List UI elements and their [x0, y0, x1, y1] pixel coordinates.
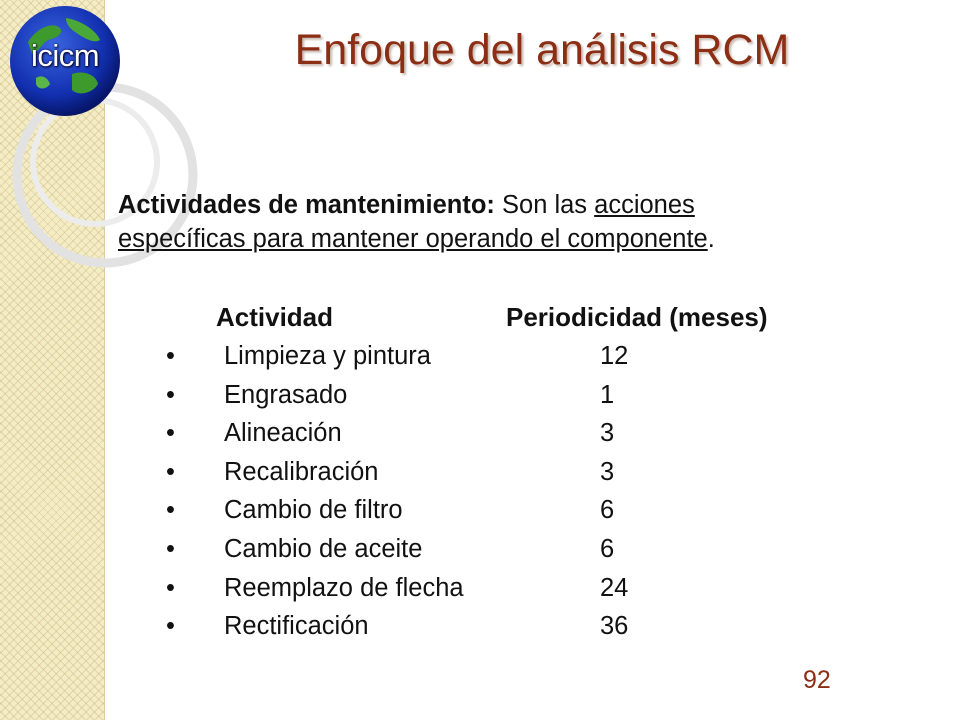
list-item — [0, 610, 900, 649]
activity-period: 24 — [600, 573, 629, 602]
list-item — [0, 533, 900, 572]
activity-period: 3 — [600, 457, 615, 486]
activity-name: Cambio de aceite — [224, 534, 423, 563]
page-number: 92 — [803, 666, 831, 694]
activity-list — [0, 340, 900, 649]
activity-period: 36 — [600, 612, 629, 641]
header-activity: Actividad — [216, 302, 334, 332]
intro-term: Actividades de mantenimiento: — [118, 191, 495, 219]
bullet: • — [166, 457, 175, 486]
intro-paragraph — [118, 188, 818, 256]
bullet: • — [166, 496, 175, 525]
activity-period: 3 — [600, 419, 615, 448]
list-item — [0, 340, 900, 379]
bullet: • — [166, 573, 175, 602]
logo-text: icicm — [30, 38, 100, 73]
list-item — [0, 417, 900, 456]
activity-name: Rectificación — [224, 612, 369, 641]
list-item — [0, 572, 900, 611]
bullet: • — [166, 419, 175, 448]
intro-post: . — [707, 225, 715, 253]
activity-name: Cambio de filtro — [224, 496, 403, 525]
header-period: Periodicidad (meses) — [506, 302, 768, 332]
list-item — [0, 494, 900, 533]
activity-name: Recalibración — [224, 457, 379, 486]
activity-period: 1 — [600, 380, 615, 409]
activity-name: Limpieza y pintura — [224, 342, 431, 370]
activity-name: Engrasado — [224, 380, 348, 409]
bullet: • — [166, 380, 175, 409]
activity-name: Reemplazo de flecha — [224, 573, 464, 602]
activity-period: 6 — [600, 496, 615, 525]
list-item — [0, 456, 900, 495]
list-item — [0, 379, 900, 418]
activity-period: 12 — [600, 342, 629, 370]
bullet: • — [166, 342, 175, 370]
bullet: • — [166, 612, 175, 641]
activity-name: Alineación — [224, 419, 342, 448]
page-title: Enfoque del análisis RCM — [294, 26, 790, 74]
intro-pre: Son las — [494, 191, 595, 219]
intro-underlined: acciones específicas para mantener operando el componente — [118, 191, 708, 253]
bullet: • — [166, 534, 175, 563]
activity-period: 6 — [600, 534, 615, 563]
